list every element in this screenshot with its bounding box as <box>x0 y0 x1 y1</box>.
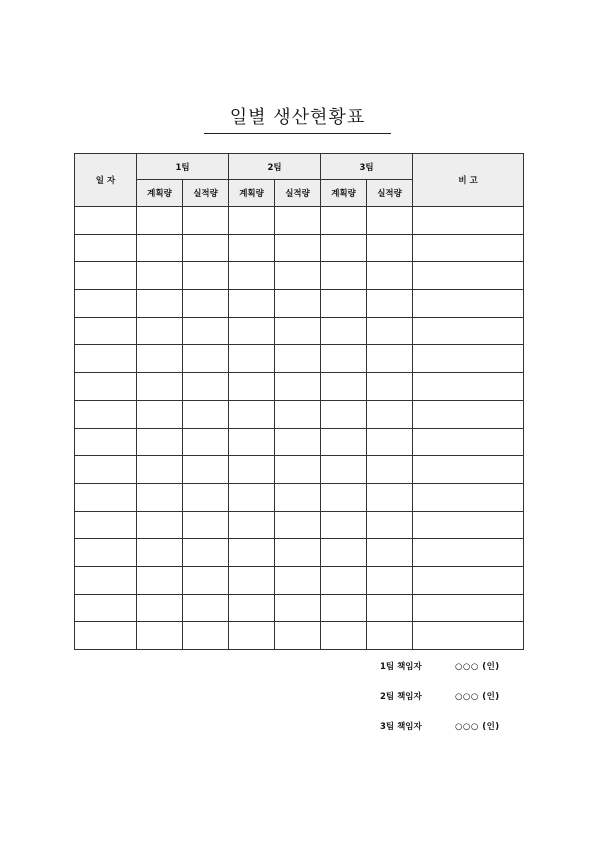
table-cell[interactable] <box>137 511 183 539</box>
table-cell[interactable] <box>137 262 183 290</box>
table-row <box>75 262 524 290</box>
table-cell[interactable] <box>413 207 524 235</box>
table-cell[interactable] <box>229 317 275 345</box>
table-cell[interactable] <box>367 290 413 318</box>
table-cell[interactable] <box>413 483 524 511</box>
table-cell[interactable] <box>75 428 137 456</box>
table-cell[interactable] <box>183 317 229 345</box>
table-cell[interactable] <box>183 207 229 235</box>
table-cell[interactable] <box>229 234 275 262</box>
signature-line-team2 <box>380 683 540 713</box>
table-row <box>75 456 524 484</box>
table-cell[interactable] <box>367 317 413 345</box>
table-cell[interactable] <box>137 317 183 345</box>
table-cell[interactable] <box>137 290 183 318</box>
table-cell[interactable] <box>367 207 413 235</box>
table-cell[interactable] <box>183 483 229 511</box>
table-cell[interactable] <box>321 456 367 484</box>
table-cell[interactable] <box>183 234 229 262</box>
table-cell[interactable] <box>75 345 137 373</box>
table-cell[interactable] <box>229 290 275 318</box>
table-cell[interactable] <box>75 373 137 401</box>
team2-plan-header: 계획량 <box>229 180 275 207</box>
signature-block <box>380 653 540 743</box>
signature-line-team3 <box>380 713 540 743</box>
table-cell[interactable] <box>275 511 321 539</box>
table-cell[interactable] <box>367 345 413 373</box>
table-cell[interactable] <box>413 373 524 401</box>
table-cell[interactable] <box>275 373 321 401</box>
table-cell[interactable] <box>275 428 321 456</box>
signature-role: 2팀 책임자 <box>380 692 422 702</box>
table-cell[interactable] <box>321 622 367 650</box>
table-cell[interactable] <box>321 317 367 345</box>
team3-plan-header: 계획량 <box>321 180 367 207</box>
table-cell[interactable] <box>137 373 183 401</box>
signature-mark: ○○○ (인) <box>455 722 500 732</box>
table-row <box>75 483 524 511</box>
table-cell[interactable] <box>413 622 524 650</box>
table-cell[interactable] <box>229 456 275 484</box>
table-cell[interactable] <box>75 290 137 318</box>
table-cell[interactable] <box>275 539 321 567</box>
table-cell[interactable] <box>413 428 524 456</box>
table-cell[interactable] <box>183 262 229 290</box>
table-cell[interactable] <box>229 539 275 567</box>
table-row <box>75 234 524 262</box>
table-cell[interactable] <box>367 428 413 456</box>
table-cell[interactable] <box>275 566 321 594</box>
table-cell[interactable] <box>367 622 413 650</box>
table-cell[interactable] <box>275 483 321 511</box>
table-row <box>75 317 524 345</box>
table-cell[interactable] <box>367 373 413 401</box>
table-cell[interactable] <box>321 345 367 373</box>
table-cell[interactable] <box>183 456 229 484</box>
team1-actual-header: 실적량 <box>183 180 229 207</box>
table-cell[interactable] <box>137 483 183 511</box>
table-cell[interactable] <box>229 566 275 594</box>
table-cell[interactable] <box>75 594 137 622</box>
team1-plan-header: 계획량 <box>137 180 183 207</box>
table-cell[interactable] <box>275 207 321 235</box>
table-cell[interactable] <box>321 511 367 539</box>
table-cell[interactable] <box>183 428 229 456</box>
table-cell[interactable] <box>75 483 137 511</box>
table-cell[interactable] <box>413 511 524 539</box>
team3-actual-header: 실적량 <box>367 180 413 207</box>
table-cell[interactable] <box>413 345 524 373</box>
table-cell[interactable] <box>75 456 137 484</box>
table-cell[interactable] <box>183 373 229 401</box>
table-cell[interactable] <box>413 566 524 594</box>
table-row <box>75 345 524 373</box>
table-cell[interactable] <box>321 428 367 456</box>
table-cell[interactable] <box>321 594 367 622</box>
table-cell[interactable] <box>183 622 229 650</box>
table-cell[interactable] <box>229 400 275 428</box>
table-row <box>75 566 524 594</box>
table-cell[interactable] <box>367 262 413 290</box>
table-cell[interactable] <box>413 400 524 428</box>
table-cell[interactable] <box>367 400 413 428</box>
table-cell[interactable] <box>275 456 321 484</box>
signature-role: 1팀 책임자 <box>380 662 422 672</box>
team2-header: 2팀 <box>229 154 321 180</box>
table-cell[interactable] <box>137 566 183 594</box>
table-cell[interactable] <box>137 234 183 262</box>
table-cell[interactable] <box>183 400 229 428</box>
table-cell[interactable] <box>321 400 367 428</box>
table-cell[interactable] <box>413 317 524 345</box>
table-cell[interactable] <box>413 594 524 622</box>
table-cell[interactable] <box>229 428 275 456</box>
table-cell[interactable] <box>75 400 137 428</box>
table-cell[interactable] <box>75 207 137 235</box>
table-row <box>75 428 524 456</box>
signature-mark: ○○○ (인) <box>455 662 500 672</box>
table-cell[interactable] <box>413 290 524 318</box>
table-cell[interactable] <box>275 262 321 290</box>
table-cell[interactable] <box>229 622 275 650</box>
table-cell[interactable] <box>75 234 137 262</box>
table-row <box>75 373 524 401</box>
table-cell[interactable] <box>321 234 367 262</box>
table-cell[interactable] <box>75 262 137 290</box>
table-cell[interactable] <box>137 622 183 650</box>
table-cell[interactable] <box>75 539 137 567</box>
table-cell[interactable] <box>183 345 229 373</box>
table-cell[interactable] <box>367 511 413 539</box>
table-cell[interactable] <box>183 594 229 622</box>
table-cell[interactable] <box>321 373 367 401</box>
table-cell[interactable] <box>413 262 524 290</box>
table-cell[interactable] <box>137 539 183 567</box>
title-wrap <box>0 103 595 134</box>
table-cell[interactable] <box>275 234 321 262</box>
table-cell[interactable] <box>137 456 183 484</box>
table-cell[interactable] <box>183 539 229 567</box>
table-cell[interactable] <box>137 400 183 428</box>
table-cell[interactable] <box>137 428 183 456</box>
table-cell[interactable] <box>413 456 524 484</box>
table-cell[interactable] <box>321 539 367 567</box>
table-cell[interactable] <box>275 622 321 650</box>
team2-actual-header: 실적량 <box>275 180 321 207</box>
table-cell[interactable] <box>321 262 367 290</box>
table-cell[interactable] <box>229 207 275 235</box>
table-cell[interactable] <box>367 594 413 622</box>
signature-role: 3팀 책임자 <box>380 722 422 732</box>
table-cell[interactable] <box>229 373 275 401</box>
signature-line-team1 <box>380 653 540 683</box>
table-cell[interactable] <box>275 290 321 318</box>
table-cell[interactable] <box>75 511 137 539</box>
table-cell[interactable] <box>183 566 229 594</box>
table-row <box>75 400 524 428</box>
table-row <box>75 622 524 650</box>
table-cell[interactable] <box>229 262 275 290</box>
table-row <box>75 290 524 318</box>
table-cell[interactable] <box>275 317 321 345</box>
signature-mark: ○○○ (인) <box>455 692 500 702</box>
table-cell[interactable] <box>75 566 137 594</box>
table-cell[interactable] <box>367 539 413 567</box>
table-cell[interactable] <box>137 345 183 373</box>
date-header: 일 자 <box>75 154 137 207</box>
table-cell[interactable] <box>321 207 367 235</box>
table-cell[interactable] <box>137 207 183 235</box>
team3-header: 3팀 <box>321 154 413 180</box>
table-cell[interactable] <box>413 234 524 262</box>
table-cell[interactable] <box>229 511 275 539</box>
table-cell[interactable] <box>367 483 413 511</box>
table-cell[interactable] <box>367 566 413 594</box>
table-body <box>75 207 524 650</box>
page-title: 일별 생산현황표 <box>204 103 391 134</box>
table-cell[interactable] <box>367 456 413 484</box>
table-cell[interactable] <box>321 483 367 511</box>
table-cell[interactable] <box>275 400 321 428</box>
table-cell[interactable] <box>229 594 275 622</box>
table-cell[interactable] <box>413 539 524 567</box>
table-row <box>75 511 524 539</box>
table-cell[interactable] <box>183 290 229 318</box>
table-cell[interactable] <box>275 594 321 622</box>
table-cell[interactable] <box>75 317 137 345</box>
table-cell[interactable] <box>229 345 275 373</box>
production-table <box>74 153 524 650</box>
table-cell[interactable] <box>321 566 367 594</box>
table-cell[interactable] <box>183 511 229 539</box>
table-cell[interactable] <box>137 594 183 622</box>
table-cell[interactable] <box>75 622 137 650</box>
table-row <box>75 594 524 622</box>
remarks-header: 비 고 <box>413 154 524 207</box>
table-cell[interactable] <box>275 345 321 373</box>
table-cell[interactable] <box>367 234 413 262</box>
table-cell[interactable] <box>321 290 367 318</box>
table-row <box>75 207 524 235</box>
team1-header: 1팀 <box>137 154 229 180</box>
table-cell[interactable] <box>229 483 275 511</box>
table-row <box>75 539 524 567</box>
